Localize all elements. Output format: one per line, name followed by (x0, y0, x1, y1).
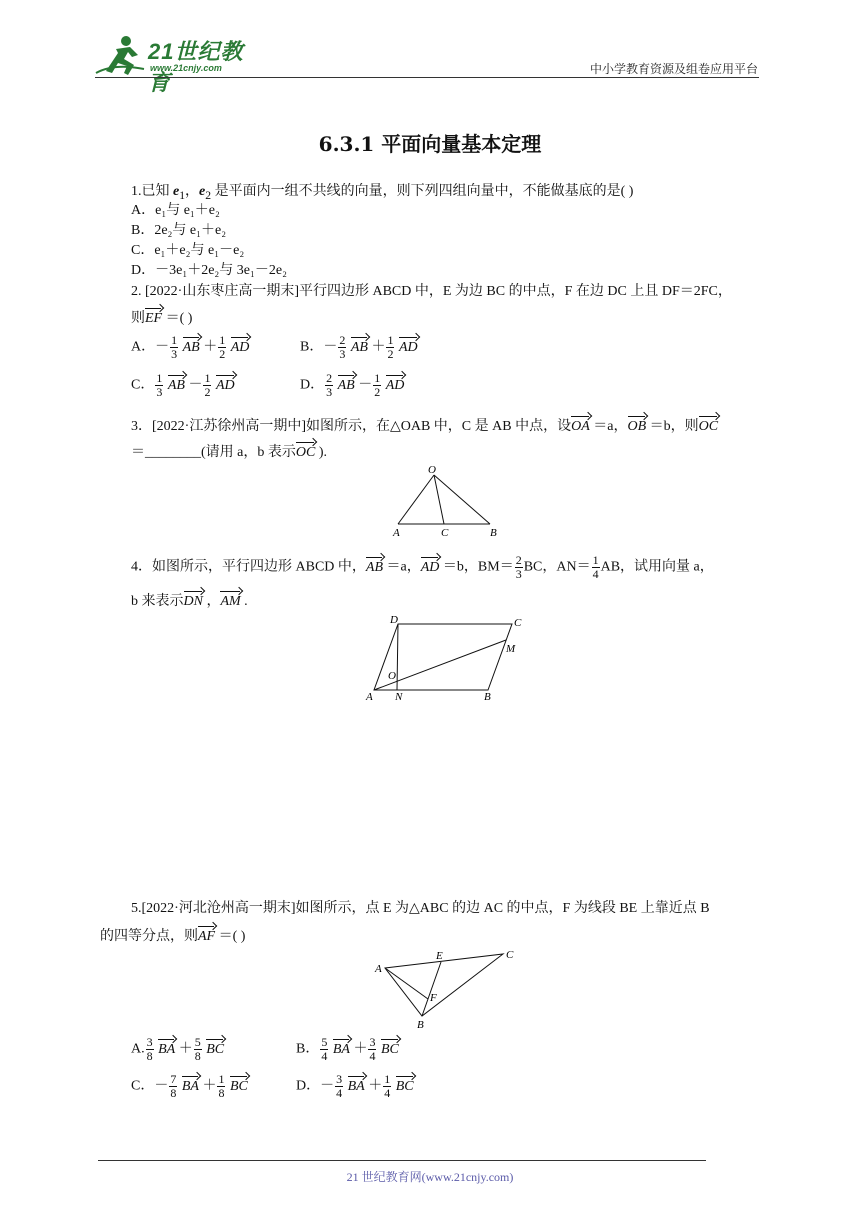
label-E: E (436, 950, 443, 962)
label-B: B (484, 691, 491, 703)
label-A: A (393, 527, 400, 539)
q3-triangle-figure (388, 462, 503, 542)
q3-stem-2: ＝________(请用 a，b 表示OC ). (131, 445, 328, 460)
q2-option-c: C． $\frac{1}{3}$ AB － $\frac{1}{2}$ AD (131, 371, 235, 399)
footer-text: 21 世纪教育网(www.21cnjy.com) (346, 1170, 514, 1184)
q1-option-d: D．－3e₁＋2e₂与 3e₁－2e₂ (131, 263, 287, 278)
label-O: O (388, 670, 396, 682)
label-B: B (490, 527, 497, 539)
q1-option-b: B．2e₂与 e₁＋e₂ (131, 223, 227, 238)
q2-stem: 2. [2022·山东枣庄高一期末]平行四边形 ABCD 中，E 为边 BC 的中点，F 在边 DC 上且 DF＝2FC， (131, 284, 732, 299)
q5-option-d: D．－ $\frac{3}{4}$ BA ＋ $\frac{1}{4}$ BC (296, 1072, 414, 1100)
runner-icon (94, 33, 154, 79)
q4-stem-2: b 来表示DN ，AM . (131, 594, 248, 609)
logo-url: www.21cnjy.com (150, 63, 222, 73)
label-C: C (506, 949, 514, 961)
q4-parallelogram-figure (360, 612, 535, 704)
header-tagline: 中小学教育资源及组卷应用平台 (589, 62, 758, 76)
footer-divider (98, 1160, 706, 1161)
q1-option-c: C．e₁＋e₂与 e₁－e₂ (131, 243, 245, 258)
q5-stem: 5.[2022·河北沧州高一期末]如图所示，点 E 为△ABC 的边 AC 的中点，F 为线段 BE 上靠近点 B (131, 901, 710, 916)
q2-stem-2: 则EF ＝( ) (131, 311, 193, 326)
label-A: A (366, 691, 373, 703)
site-logo (94, 33, 259, 95)
label-C: C (514, 617, 522, 629)
q2-option-b: B．－ $\frac{2}{3}$ AB ＋ $\frac{1}{2}$ AD (300, 333, 418, 361)
label-F: F (430, 992, 437, 1004)
header-divider (95, 77, 759, 78)
q1-stem: 1.已知 $e_1$，$e_2$ 是平面内一组不共线的向量，则下列四组向量中，不能做基底的是( ) (131, 184, 634, 202)
label-C: C (441, 527, 449, 539)
q5-stem-2: 的四等分点，则AF ＝( ) (100, 929, 246, 944)
q2-option-d: D． $\frac{2}{3}$ AB － $\frac{1}{2}$ AD (300, 371, 405, 399)
label-O: O (428, 464, 436, 476)
q5-option-c: C．－ $\frac{7}{8}$ BA ＋ $\frac{1}{8}$ BC (131, 1072, 248, 1100)
label-A: A (375, 963, 382, 975)
q5-option-b: B． $\frac{5}{4}$ BA ＋ $\frac{3}{4}$ BC (296, 1035, 399, 1063)
q2-option-a: A．－ $\frac{1}{3}$ AB ＋ $\frac{1}{2}$ AD (131, 333, 250, 361)
logo-text: 21世纪教育 (148, 39, 244, 95)
q5-triangle-figure (370, 944, 520, 1032)
q4-stem: 4．如图所示，平行四边形 ABCD 中，AB ＝a，AD ＝b，BM＝ $\frac{2}{3}$ BC，AN＝ $\frac{1}{4}$ AB，试用向量 a， (131, 553, 714, 581)
q3-stem: 3．[2022·江苏徐州高一期中]如图所示，在△OAB 中，C 是 AB 中点，设OA ＝a，OB ＝b，则OC (131, 419, 719, 434)
page-title: 6.3.1 平面向量基本定理 (318, 132, 542, 156)
label-D: D (390, 614, 398, 626)
q1-option-a: A．e₁与 e₁＋e₂ (131, 203, 220, 218)
label-N: N (395, 691, 403, 703)
q5-option-a: A. $\frac{3}{8}$ BA ＋ $\frac{5}{8}$ BC (131, 1035, 225, 1063)
label-M: M (506, 643, 516, 655)
label-B: B (417, 1019, 424, 1031)
